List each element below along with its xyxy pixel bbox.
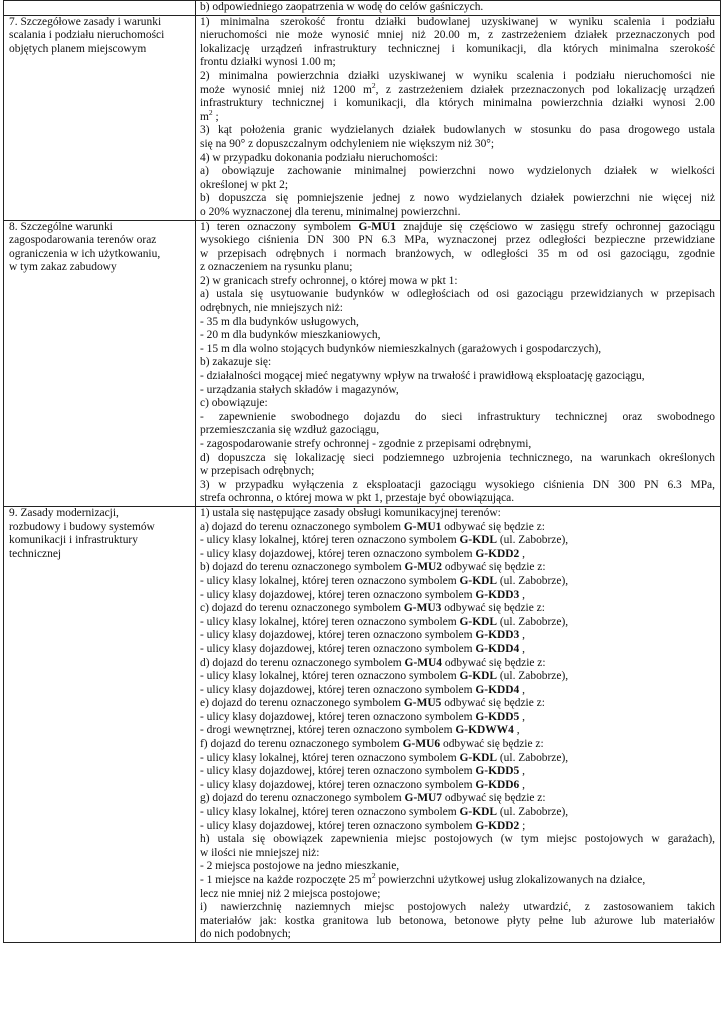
content-line: g) dojazd do terenu oznaczonego symbolem G-MU7 odbywać się będzie z: [200,792,546,805]
content-line: - urządzania stałych składów i magazynów, [200,383,399,396]
content-line: b) dojazd do terenu oznaczonego symbolem G-MU2 odbywać się będzie z: [200,561,546,574]
table-row [4,506,721,942]
content-line: z oznaczeniem na rysunku planu; [200,261,353,274]
content-line: h) ustala się obowiązek zapewnienia miejsc postojowych (w tym miejsc postojowych w garażach), [200,833,715,846]
section-title-line: rozbudowy i budowy systemów [9,520,155,533]
table-row [4,15,721,220]
content-line: - ulicy klasy lokalnej, której teren oznaczono symbolem G-KDL (ul. Zabobrze), [200,806,569,819]
content-line: - ulicy klasy dojazdowej, której teren oznaczono symbolem G-KDD5 , [200,710,525,723]
section-title-cell [4,15,196,220]
section-title-cell [4,506,196,942]
section-content-cell [196,220,721,506]
content-line: 4) w przypadku dokonania podziału nieruchomości: [200,151,438,164]
content-line: przemieszczania się wzdłuż gazociągu, [200,424,380,437]
content-line: - 2 miejsca postojowe na jedno mieszkanie, [200,860,400,873]
content-line: o 20% wyznaczonej dla terenu, minimalnej powierzchni. [200,205,461,218]
section-content-cell [196,1,721,16]
content-line: 3) w przypadku wyłączenia z eksploatacji gazociągu wysokiego ciśnienia DN 300 PN 6.3 MPa, [200,478,715,491]
content-line: - 15 m dla wolno stojących budynków niemieszkalnych (garażowych i gospodarczych), [200,342,602,355]
content-line: lecz nie mniej niż 2 miejsca postojowe; [200,887,381,900]
content-line: - ulicy klasy dojazdowej, której teren oznaczono symbolem G-KDD2 , [200,547,525,560]
content-line: - zapewnienie swobodnego dojazdu do sieci infrastruktury technicznej oraz swobodnego [200,410,715,423]
content-line: wysokiego ciśnienia DN 300 PN 6.3 MPa, wyznaczonej przez odległości bezpieczne przewidziane [200,234,715,247]
content-line: - ulicy klasy dojazdowej, której teren oznaczono symbolem G-KDD6 , [200,778,525,791]
section-title-line: technicznej [9,547,62,560]
content-line: d) dopuszcza się lokalizację sieci podziemnego uzbrojenia technicznego, na warunkach określonych [200,451,715,464]
content-line: b) zakazuje się: [200,356,272,369]
content-line: 1) ustala się następujące zasady obsługi komunikacyjnej terenów: [200,506,501,519]
content-line: b) odpowiedniego zaopatrzenia w wodę do celów gaśniczych. [200,1,484,13]
content-line: odrębnych, nie mniejszych niż: [200,302,343,315]
section-title-line: 7. Szczegółowe zasady i warunki [9,15,162,28]
content-line: materiałów jak: kostka granitowa lub betonowa, betonowe płyty pełne lub ażurowe lub materiałów [200,914,715,927]
content-line: - 20 m dla budynków mieszkaniowych, [200,329,381,342]
section-title-line: objętych planem miejscowym [9,42,147,55]
section-title-line: 8. Szczególne warunki [9,220,113,233]
section-title-line: 9. Zasady modernizacji, [9,506,119,519]
section-title-line: ograniczenia w ich użytkowaniu, [9,247,161,260]
content-line: - ulicy klasy lokalnej, której teren oznaczono symbolem G-KDL (ul. Zabobrze), [200,574,569,587]
section-title-cell [4,1,196,16]
content-line: lokalizację urządzeń infrastruktury technicznej i komunikacji, dla których minimalna szerokość [200,42,715,55]
section-content-cell [196,506,721,942]
content-line: - ulicy klasy dojazdowej, której teren oznaczono symbolem G-KDD2 ; [200,819,526,832]
regulation-table-body [4,1,721,943]
content-line: a) dojazd do terenu oznaczonego symbolem G-MU1 odbywać się będzie z: [200,520,545,533]
content-line: - ulicy klasy lokalnej, której teren oznaczono symbolem G-KDL (ul. Zabobrze), [200,670,569,683]
content-line: e) dojazd do terenu oznaczonego symbolem G-MU5 odbywać się będzie z: [200,697,545,710]
content-line: a) obowiązuje zachowanie minimalnej powierzchni nowo wydzielonych działek w wielkości [200,165,715,178]
content-line: a) ustala się usytuowanie budynków w odległościach od osi gazociągu przewidzianych w przepisach [200,288,715,301]
content-line: - zagospodarowanie strefy ochronnej - zgodnie z przepisami odrębnymi, [200,438,532,450]
table-row [4,220,721,506]
content-line: f) dojazd do terenu oznaczonego symbolem G-MU6 odbywać się będzie z: [200,738,544,751]
content-line: $m^2$ ; [200,107,219,123]
content-line: - ulicy klasy dojazdowej, której teren oznaczono symbolem G-KDD4 , [200,642,525,655]
content-line: d) dojazd do terenu oznaczonego symbolem G-MU4 odbywać się będzie z: [200,656,546,669]
section-title-cell [4,220,196,506]
content-line: w przepisach odrębnych i normach branżowych, w odległości 35 m od osi gazociągu, zgodnie [200,247,715,260]
content-line: 2) minimalna powierzchnia działki uzyskiwanej w wyniku scalenia i podziału nieruchomości nie [200,69,715,82]
content-line: - 1 miejsce na każde rozpoczęte 25 $m^2$ powierzchni użytkowej usług zlokalizowanych na działce, [200,871,646,886]
content-line: - ulicy klasy lokalnej, której teren oznaczono symbolem G-KDL (ul. Zabobrze), [200,751,569,764]
content-line: się na 90° z dopuszczalnym odchyleniem nie większym niż 30°; [200,137,495,150]
content-line: 2) w granicach strefy ochronnej, o której mowa w pkt 1: [200,274,458,287]
content-line: c) obowiązuje: [200,397,268,410]
content-line: do nich podobnych; [200,928,291,941]
section-content-cell [196,15,721,220]
section-title-line: zagospodarowania terenów oraz [9,234,157,247]
content-line: w ilości nie mniejszej niż: [200,846,320,859]
content-line: w przepisach odrębnych; [200,465,315,478]
content-line: infrastruktury technicznej i komunikacji, dla których minimalna powierzchnia działki wynosi 2.00 [200,97,715,110]
content-line: - 35 m dla budynków usługowych, [200,315,359,328]
content-line: - ulicy klasy dojazdowej, której teren oznaczono symbolem G-KDD5 , [200,765,525,778]
content-line: może wynosić mniej niż 1200 $m^2$, z zastrzeżeniem działek przeznaczonych pod lokalizację urządzeń [200,80,715,96]
section-title-line: komunikacji i infrastruktury [9,534,138,547]
content-line: b) dopuszcza się pomniejszenie jednej z nowo wydzielanych działek powierzchni nie więcej niż [200,192,715,205]
table-row [4,1,721,16]
content-line: 1) minimalna szerokość frontu działki budowlanej uzyskiwanej w wyniku scalenia i podziału [200,15,715,28]
content-line: i) nawierzchnię naziemnych miejsc postojowych należy utwardzić, z zastosowaniem takich [200,901,715,914]
content-line: - ulicy klasy dojazdowej, której teren oznaczono symbolem G-KDD3 , [200,588,525,601]
content-line: określonej w pkt 2; [200,178,288,191]
content-line: - ulicy klasy lokalnej, której teren oznaczono symbolem G-KDL (ul. Zabobrze), [200,534,569,547]
content-line: - działalności mogącej mieć negatywny wpływ na trwałość i prawidłową eksploatację gazociągu, [200,370,645,383]
content-line: - ulicy klasy dojazdowej, której teren oznaczono symbolem G-KDD3 , [200,629,525,642]
content-line: nieruchomości nie może wynosić mniej niż 20.00 m, z zastrzeżeniem działek przeznaczonych pod [200,29,715,42]
section-title-line: scalania i podziału nieruchomości [9,29,165,42]
section-title-line: w tym zakaz zabudowy [9,261,117,274]
regulation-table [3,0,721,943]
content-line: 3) kąt położenia granic wydzielanych działek budowlanych w stosunku do pasa drogowego ustala [200,124,715,137]
content-line: frontu działki wynosi 1.00 m; [200,56,336,69]
content-line: - drogi wewnętrznej, której teren oznaczono symbolem G-KDWW4 , [200,724,520,737]
content-line: - ulicy klasy dojazdowej, której teren oznaczono symbolem G-KDD4 , [200,683,525,696]
content-line: 1) teren oznaczony symbolem G-MU1 znajduje się częściowo w zasięgu strefy ochronnej gazociągu [200,220,715,233]
content-line: - ulicy klasy lokalnej, której teren oznaczono symbolem G-KDL (ul. Zabobrze), [200,615,569,628]
content-line: strefa ochronna, o której mowa w pkt 1, przestaje być obowiązująca. [200,492,515,505]
content-line: c) dojazd do terenu oznaczonego symbolem G-MU3 odbywać się będzie z: [200,602,545,615]
